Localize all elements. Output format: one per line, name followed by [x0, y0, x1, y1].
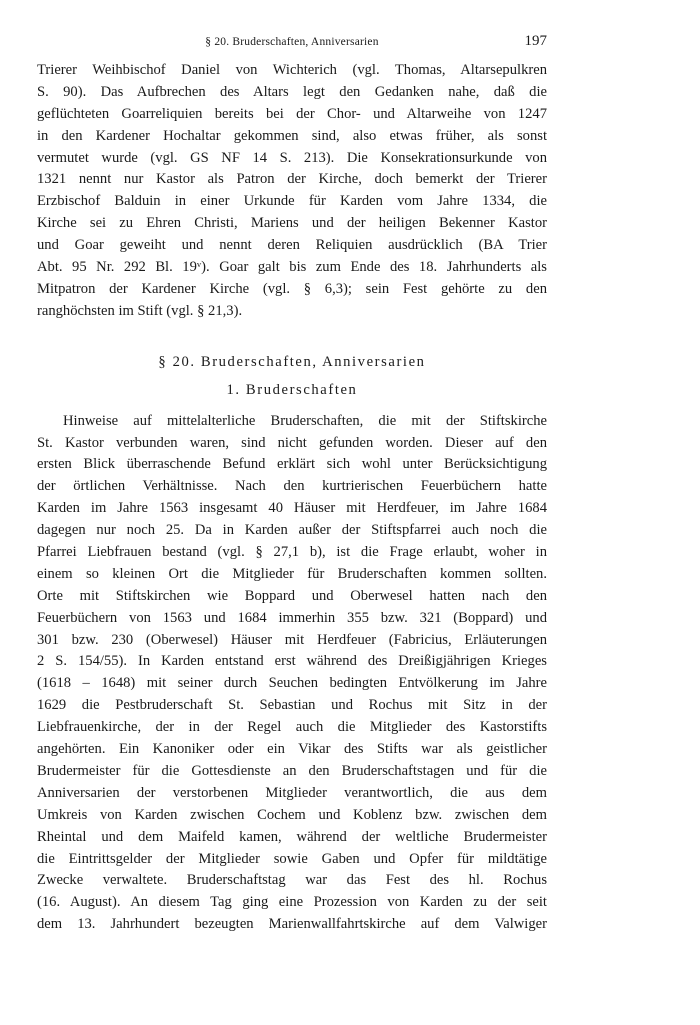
text-line: Abt. 95 Nr. 292 Bl. 19ᵛ). Goar galt bis zum Ende des 18. Jahrhunderts als: [37, 259, 547, 276]
text-line: (16. August). An diesem Tag ging eine Prozession von Karden zu der seit: [37, 894, 547, 911]
text-line: der örtlichen Verhältnisse. Nach den kurtrierischen Feuerbüchern hatte: [37, 478, 547, 495]
text-line: geflüchteten Goarreliquien bereits bei der Chor- und Altarweihe von 1247: [37, 105, 547, 122]
text-line: die Eintrittsgelder der Mitglieder sowie Gaben und Opfer für mildtätige: [37, 850, 547, 867]
paragraph-bruderschaften: [37, 411, 547, 936]
page-number: 197: [524, 33, 547, 49]
running-head-title: § 20. Bruderschaften, Anniversarien: [205, 36, 379, 48]
text-line: St. Kastor verbunden waren, sind nicht gefunden worden. Dieser auf den: [37, 434, 547, 451]
text-line: ranghöchsten im Stift (vgl. § 21,3).: [37, 302, 243, 319]
subsection-heading: 1. Bruderschaften: [226, 381, 358, 398]
text-line: Hinweise auf mittelalterliche Bruderschaften, die mit der Stiftskirche: [63, 412, 547, 429]
text-line: dem 13. Jahrhundert bezeugten Marienwallfahrtskirche auf dem Valwiger: [37, 916, 547, 933]
text-line: Umkreis von Karden zwischen Cochem und Koblenz bzw. zwischen dem: [37, 806, 547, 823]
text-line: 2 S. 154/55). In Karden entstand erst während des Dreißigjährigen Krieges: [37, 653, 547, 670]
text-line: Anniversarien der verstorbenen Mitglieder verantwortlich, die aus dem: [37, 784, 547, 801]
text-line: dagegen nur noch 25. Da in Karden außer der Stiftspfarrei auch noch die: [37, 522, 547, 539]
text-line: Pfarrei Liebfrauen bestand (vgl. § 27,1 b), ist die Frage erlaubt, woher in: [37, 544, 547, 561]
text-line: Erzbischof Balduin in einer Urkunde für Karden vom Jahre 1334, die: [37, 193, 547, 210]
text-line: in den Kardener Hochaltar gekommen sind, also etwas früher, als sonst: [37, 127, 547, 144]
text-line: 1321 nennt nur Kastor als Patron der Kirche, doch bemerkt der Trierer: [37, 171, 547, 188]
text-line: Kirche sei zu Ehren Christi, Mariens und der heiligen Bekenner Kastor: [37, 215, 547, 232]
text-line: Liebfrauenkirche, der in der Regel auch die Mitglieder des Kastorstifts: [37, 719, 547, 736]
text-line: 301 bzw. 230 (Oberwesel) Häuser mit Herdfeuer (Fabricius, Erläuterungen: [37, 631, 547, 648]
text-line: Brudermeister für die Gottesdienste an den Bruderschaftstagen und für die: [37, 762, 547, 779]
text-line: 1629 die Pestbruderschaft St. Sebastian und Rochus mit Sitz in der: [37, 697, 547, 714]
text-line: Feuerbüchern von 1563 und 1684 immerhin 355 bzw. 321 (Boppard) und: [37, 609, 547, 626]
section-heading: § 20. Bruderschaften, Anniversarien: [158, 353, 426, 370]
text-line: angehörten. Ein Kanoniker oder ein Vikar des Stifts war als geistlicher: [37, 741, 547, 758]
text-line: Rheintal und dem Maifeld kamen, während der weltliche Brudermeister: [37, 828, 547, 845]
text-line: S. 90). Das Aufbrechen des Altars legt den Gedanken nahe, daß die: [37, 83, 547, 100]
text-line: und Goar geweiht und nennt deren Reliquien ausdrücklich (BA Trier: [37, 237, 547, 254]
running-head: [37, 30, 547, 56]
text-line: Trierer Weihbischof Daniel von Wichterich (vgl. Thomas, Altarsepulkren: [37, 62, 547, 78]
text-line: (1618 – 1648) mit seiner durch Seuchen bedingten Entvölkerung im Jahre: [37, 675, 547, 692]
text-line: Karden im Jahre 1563 insgesamt 40 Häuser mit Herdfeuer, im Jahre 1684: [37, 500, 547, 517]
text-line: Zwecke verwaltete. Bruderschaftstag war das Fest des hl. Rochus: [37, 872, 547, 889]
text-line: Orte mit Stiftskirchen wie Boppard und Oberwesel hatten nach den: [37, 587, 547, 604]
text-line: vermutet wurde (vgl. GS NF 14 S. 213). Die Konsekrationsurkunde von: [37, 149, 547, 166]
text-line: einem so kleinen Ort die Mitglieder für Bruderschaften kommen sollten.: [37, 565, 547, 582]
paragraph-continued: [37, 60, 547, 323]
document-page: [37, 30, 547, 936]
text-line: ersten Blick überraschende Befund erklärt sich wohl unter Berücksichtigung: [37, 456, 547, 473]
text-line: Mitpatron der Kardener Kirche (vgl. § 6,3); sein Fest gehörte zu den: [37, 280, 547, 297]
